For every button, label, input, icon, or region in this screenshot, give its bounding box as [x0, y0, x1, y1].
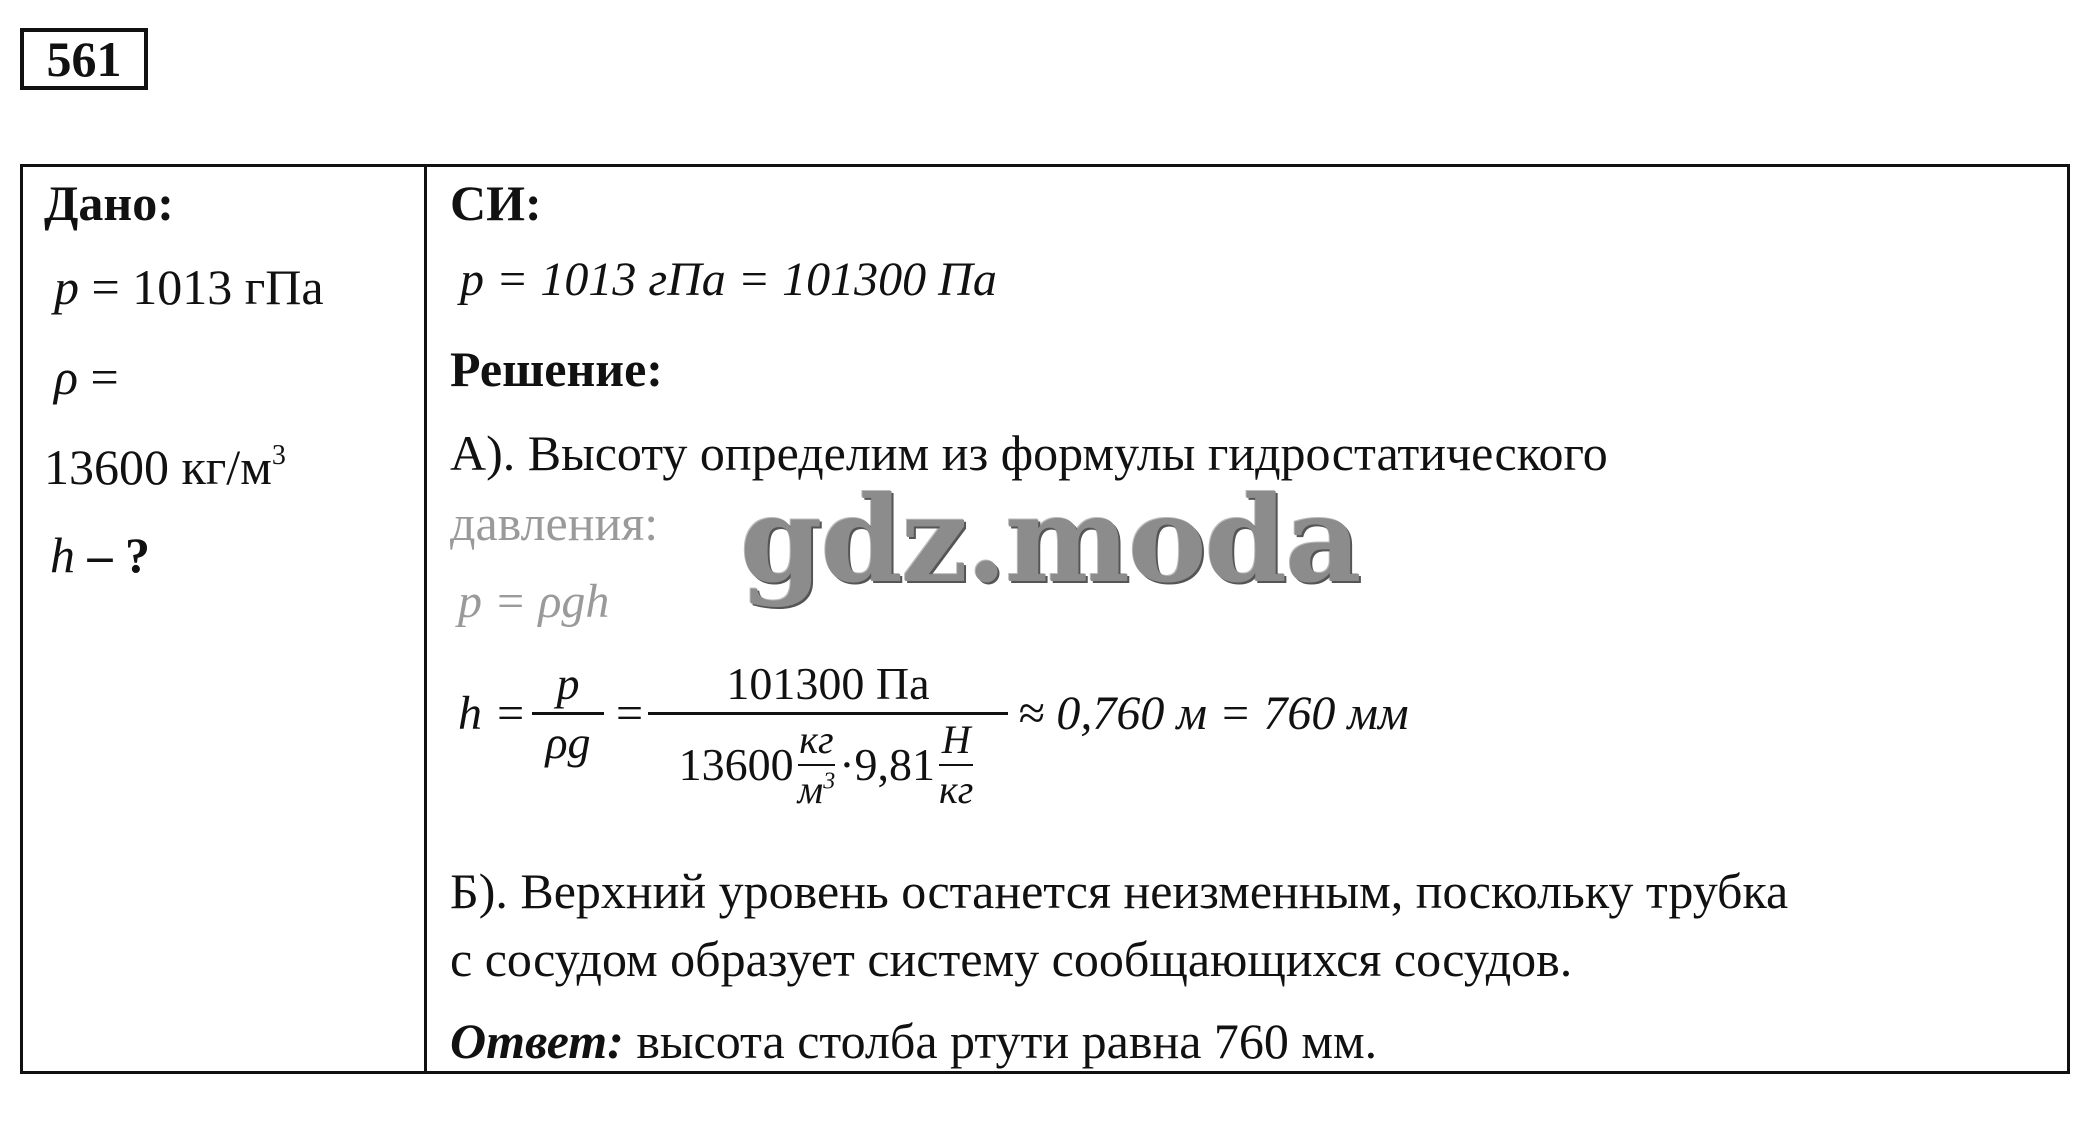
den-unit2-den: кг: [939, 767, 974, 813]
frac2-denominator: [679, 719, 978, 811]
given-pressure: [54, 259, 324, 315]
den-unit1-den: [798, 769, 836, 811]
den-coefficient: 13600: [678, 739, 794, 791]
calc-fraction-numeric: [648, 660, 1008, 811]
given-density-value: [44, 439, 286, 495]
rho-value: 13600 кг/м: [44, 439, 272, 495]
frac2-bar: [648, 712, 1008, 715]
answer-text: высота столба ртути равна 760 мм.: [623, 1013, 1378, 1069]
part-b-line1: Б). Верхний уровень останется неизменным, поскольку трубка: [450, 863, 1789, 919]
den-unit2-num: Н: [941, 717, 971, 763]
frac1-denominator: ρg: [545, 717, 591, 769]
calc-result: ≈ 0,760 м = 760 мм: [1018, 687, 1409, 740]
den-unit2: [939, 719, 973, 811]
solution-heading: Решение:: [450, 341, 663, 397]
watermark-logo: gdz.moda: [740, 470, 1360, 609]
given-heading: Дано:: [44, 175, 174, 231]
given-unknown: [50, 527, 150, 583]
frac2-numerator: 101300 Па: [726, 658, 930, 709]
answer-label: Ответ:: [450, 1013, 624, 1069]
h-symbol: h: [50, 527, 75, 583]
rho-symbol: ρ: [54, 349, 78, 405]
task-number: 561: [20, 28, 148, 90]
given-density: [54, 349, 119, 405]
part-a-line2: давления:: [450, 495, 659, 551]
h-unknown: – ?: [87, 527, 150, 583]
frac1-bar: [532, 712, 604, 715]
den-unit1-den-text: м: [797, 767, 824, 813]
rho-exponent: 3: [271, 440, 286, 471]
column-divider: [424, 164, 427, 1074]
si-conversion: p = 1013 гПа = 101300 Па: [460, 253, 997, 306]
hydrostatic-formula: p = ρgh: [458, 575, 610, 628]
part-b-line2: с сосудом образует систему сообщающихся сосудов.: [450, 931, 1573, 987]
den-unit1: [798, 719, 836, 811]
den-unit1-num: кг: [799, 717, 834, 763]
p-symbol: p: [54, 259, 79, 315]
calc-lhs: h =: [458, 687, 527, 740]
calc-eq: =: [616, 687, 644, 740]
den-unit2-bar: [939, 764, 973, 766]
den-unit1-bar: [798, 764, 836, 766]
den-unit1-exp: 3: [823, 768, 836, 795]
answer-line: [450, 1013, 1378, 1069]
frac1-numerator: p: [556, 658, 580, 709]
rho-eq: =: [90, 349, 119, 405]
part-a-line1: А). Высоту определим из формулы гидростатического: [450, 425, 1608, 481]
den-multiplier: ·9,81: [839, 739, 936, 791]
si-heading: СИ:: [450, 175, 542, 231]
calc-fraction-symbolic: [532, 660, 604, 768]
p-value: = 1013 гПа: [91, 259, 324, 315]
